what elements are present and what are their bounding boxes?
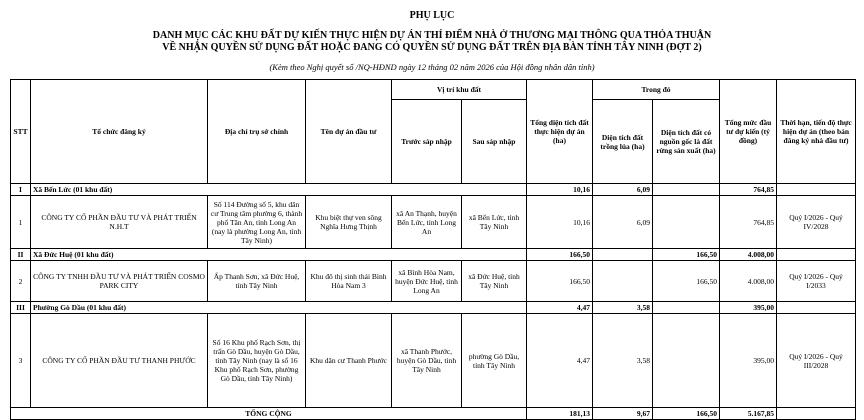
section-name: Xã Đức Huệ (01 khu đất) <box>31 249 527 261</box>
row-project: Khu dân cư Thanh Phước <box>306 314 392 408</box>
col-header-after: Sau sáp nhập <box>462 100 527 184</box>
row-investment: 395,00 <box>720 314 777 408</box>
section-name: Phường Gò Dầu (01 khu đất) <box>31 302 527 314</box>
row-total-area: 4,47 <box>527 314 593 408</box>
total-forest-area: 166,50 <box>653 408 720 420</box>
section-roman: II <box>11 249 31 261</box>
section-forest-area <box>653 184 720 196</box>
table-row <box>11 261 856 302</box>
section-roman: III <box>11 302 31 314</box>
section-row <box>11 184 856 196</box>
document-title-line2: VỀ NHẬN QUYỀN SỬ DỤNG ĐẤT HOẶC ĐANG CÓ QUYỀN SỬ DỤNG ĐẤT TRÊN ĐỊA BÀN TỈNH TÂY NINH (ĐỢT 2) <box>162 42 702 53</box>
row-timeline: Quý I/2026 - Quý III/2028 <box>777 314 856 408</box>
row-before: xã Bình Hòa Nam, huyện Đức Huệ, tỉnh Long An <box>392 261 462 302</box>
section-total-area: 166,50 <box>527 249 593 261</box>
col-header-total-area: Tổng diện tích đất thực hiện dự án (ha) <box>527 80 593 184</box>
total-label: TỔNG CỘNG <box>11 408 527 420</box>
row-investment: 764,85 <box>720 196 777 249</box>
section-total-area: 10,16 <box>527 184 593 196</box>
section-row <box>11 302 856 314</box>
section-roman: I <box>11 184 31 196</box>
section-forest-area <box>653 302 720 314</box>
appendix-title: PHỤ LỤC <box>409 10 455 21</box>
row-address: Số 114 Đường số 5, khu dân cư Trung tâm phường 6, thành phố Tân An, tỉnh Long An (nay là phường Long An, tỉnh Tây Ninh) <box>208 196 306 249</box>
row-total-area: 10,16 <box>527 196 593 249</box>
document-subtitle: (Kèm theo Nghị quyết số /NQ-HĐND ngày 12 tháng 02 năm 2026 của Hội đồng nhân dân tỉnh) <box>269 62 595 72</box>
table-row <box>11 196 856 249</box>
total-investment: 5.167,85 <box>720 408 777 420</box>
row-stt: 3 <box>11 314 31 408</box>
col-header-location: Vị trí khu đất <box>392 80 527 100</box>
header-row-1 <box>11 80 856 100</box>
row-after: xã Bến Lức, tỉnh Tây Ninh <box>462 196 527 249</box>
section-forest-area: 166,50 <box>653 249 720 261</box>
col-header-rice-area: Diện tích đất trồng lúa (ha) <box>593 100 653 184</box>
land-list-table <box>10 79 856 420</box>
row-forest-area <box>653 196 720 249</box>
row-project: Khu biệt thự ven sông Nghĩa Hưng Thịnh <box>306 196 392 249</box>
section-investment: 764,85 <box>720 184 777 196</box>
section-investment: 395,00 <box>720 302 777 314</box>
section-total-area: 4,47 <box>527 302 593 314</box>
row-rice-area: 6,09 <box>593 196 653 249</box>
table-row <box>11 314 856 408</box>
total-rice-area: 9,67 <box>593 408 653 420</box>
row-total-area: 166,50 <box>527 261 593 302</box>
col-header-stt: STT <box>11 80 31 184</box>
row-stt: 2 <box>11 261 31 302</box>
col-header-org: Tổ chức đăng ký <box>31 80 208 184</box>
row-stt: 1 <box>11 196 31 249</box>
section-timeline <box>777 302 856 314</box>
col-header-before: Trước sáp nhập <box>392 100 462 184</box>
section-row <box>11 249 856 261</box>
row-before: xã An Thạnh, huyện Bến Lức, tỉnh Long An <box>392 196 462 249</box>
col-header-forest-area: Diện tích đất có nguồn gốc là đất rừng sản xuất (ha) <box>653 100 720 184</box>
total-area: 181,13 <box>527 408 593 420</box>
row-forest-area <box>653 314 720 408</box>
col-header-address: Địa chỉ trụ sở chính <box>208 80 306 184</box>
row-after: phường Gò Dầu, tỉnh Tây Ninh <box>462 314 527 408</box>
row-address: Ấp Thanh Sơn, xã Đức Huệ, tỉnh Tây Ninh <box>208 261 306 302</box>
document-title-line1: DANH MỤC CÁC KHU ĐẤT DỰ KIẾN THỰC HIỆN DỰ ÁN THÍ ĐIỂM NHÀ Ở THƯƠNG MẠI THÔNG QUA THỎA THUẬN <box>152 30 712 41</box>
section-rice-area <box>593 249 653 261</box>
row-before: xã Thanh Phước, huyện Gò Dầu, tỉnh Tây Ninh <box>392 314 462 408</box>
row-timeline: Quý I/2026 - Quý I/2033 <box>777 261 856 302</box>
row-org: CÔNG TY TNHH ĐẦU TƯ VÀ PHÁT TRIỂN COSMO PARK CITY <box>31 261 208 302</box>
section-investment: 4.008,00 <box>720 249 777 261</box>
section-rice-area: 3,58 <box>593 302 653 314</box>
row-timeline: Quý I/2026 - Quý IV/2028 <box>777 196 856 249</box>
col-header-investment: Tổng mức đầu tư dự kiến (tỷ đồng) <box>720 80 777 184</box>
col-header-timeline: Thời hạn, tiến độ thực hiện dự án (theo bản đăng ký nhà đầu tư) <box>777 80 856 184</box>
row-rice-area: 3,58 <box>593 314 653 408</box>
row-after: xã Đức Huệ, tỉnh Tây Ninh <box>462 261 527 302</box>
section-timeline <box>777 184 856 196</box>
col-header-of-which: Trong đó <box>593 80 720 100</box>
section-rice-area: 6,09 <box>593 184 653 196</box>
row-address: Số 16 Khu phố Rạch Sơn, thị trấn Gò Dầu, huyện Gò Dầu, tỉnh Tây Ninh (nay là số 16 Khu phố Rạch Sơn, phường Gò Dầu, tỉnh Tây Ninh) <box>208 314 306 408</box>
row-investment: 4.008,00 <box>720 261 777 302</box>
row-org: CÔNG TY CỔ PHẦN ĐẦU TƯ VÀ PHÁT TRIỂN N.H.T <box>31 196 208 249</box>
row-project: Khu đô thị sinh thái Bình Hòa Nam 3 <box>306 261 392 302</box>
section-timeline <box>777 249 856 261</box>
row-forest-area: 166,50 <box>653 261 720 302</box>
row-org: CÔNG TY CỔ PHẦN ĐẦU TƯ THANH PHƯỚC <box>31 314 208 408</box>
section-name: Xã Bến Lức (01 khu đất) <box>31 184 527 196</box>
row-rice-area <box>593 261 653 302</box>
col-header-project: Tên dự án đầu tư <box>306 80 392 184</box>
